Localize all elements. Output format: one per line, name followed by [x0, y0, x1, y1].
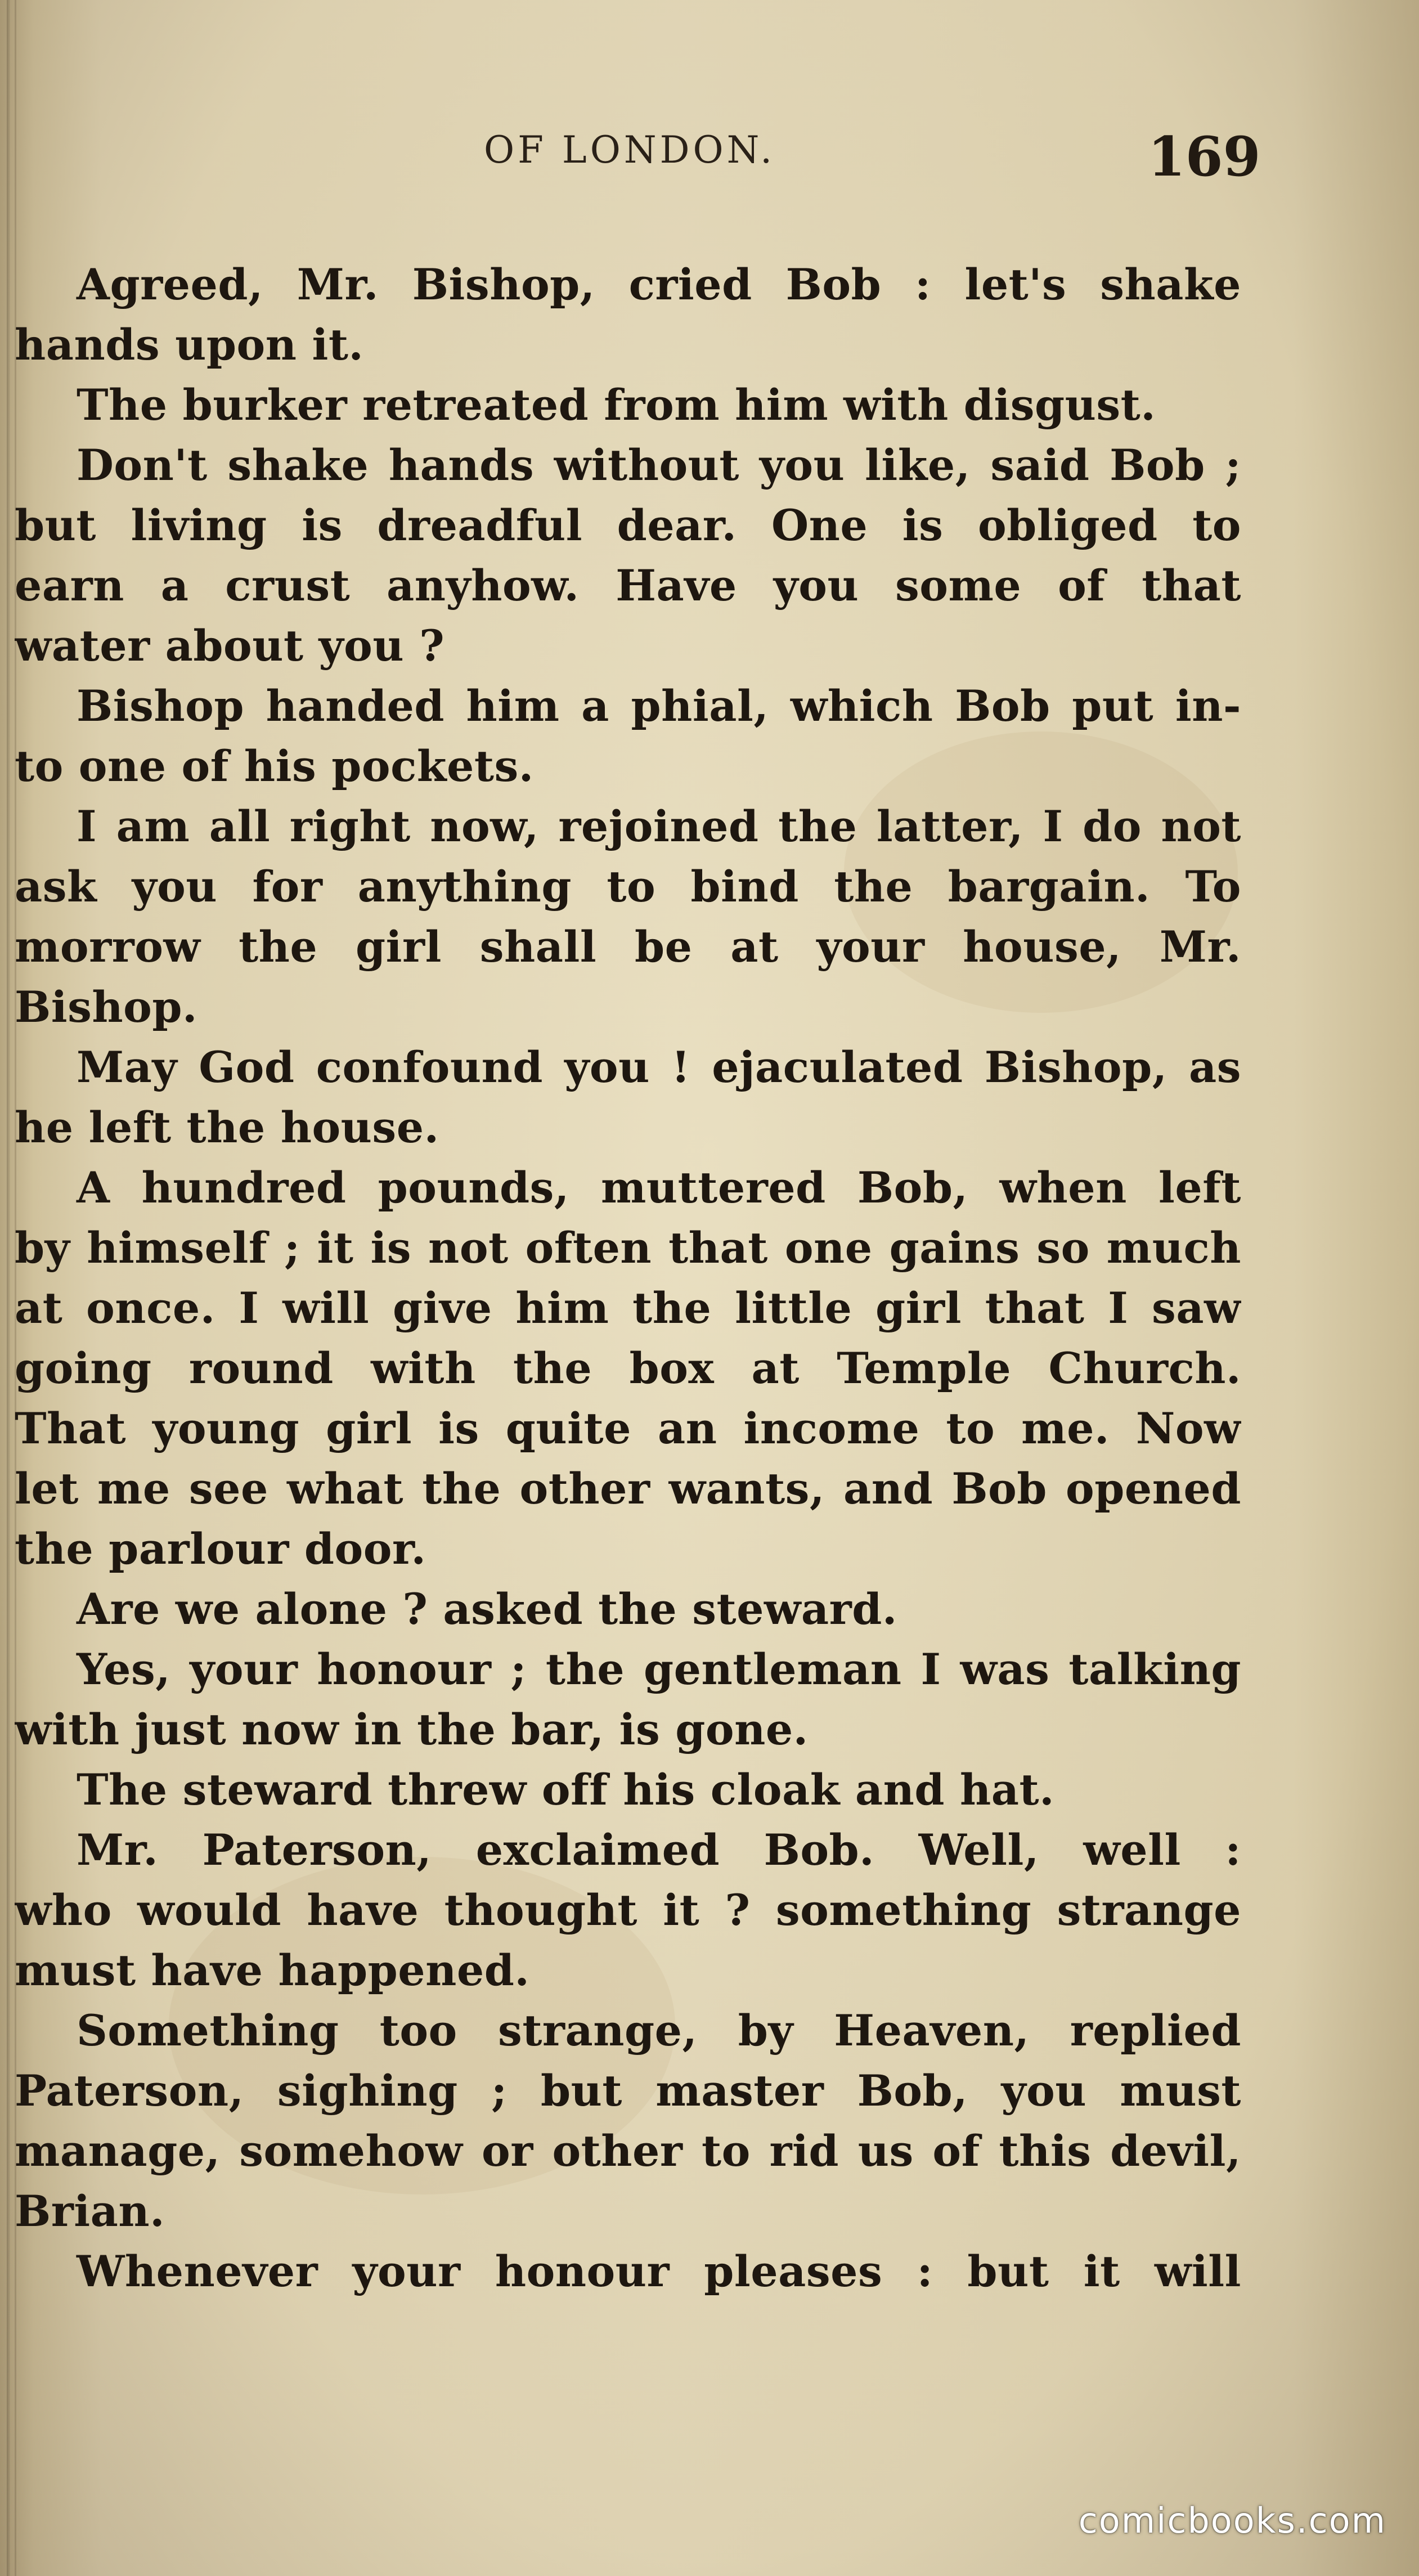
text-line: earn a crust anyhow. Have you some of that	[15, 560, 1241, 611]
text-line: must have happened.	[15, 1945, 530, 1995]
text-line: The burker retreated from him with disgust.	[77, 380, 1156, 430]
running-head: OF LONDON.	[484, 128, 776, 172]
text-line: Mr. Paterson, exclaimed Bob. Well, well :	[77, 1825, 1241, 1875]
text-line: going round with the box at Temple Church.	[15, 1343, 1241, 1393]
text-line: Bishop.	[15, 982, 197, 1032]
text-line: at once. I will give him the little girl that I saw	[15, 1283, 1241, 1333]
text-line: Agreed, Mr. Bishop, cried Bob : let's shake	[77, 259, 1241, 309]
text-line: ask you for anything to bind the bargain. To	[15, 861, 1241, 912]
text-line: to one of his pockets.	[15, 741, 534, 791]
text-line: water about you ?	[15, 621, 445, 671]
text-line: Yes, your honour ; the gentleman I was talking	[77, 1644, 1241, 1694]
body-text	[15, 254, 1241, 2301]
text-line: by himself ; it is not often that one gains so much	[15, 1223, 1241, 1273]
text-line: manage, somehow or other to rid us of this devil,	[15, 2126, 1241, 2176]
text-line: morrow the girl shall be at your house, Mr.	[15, 922, 1241, 972]
text-line: Don't shake hands without you like, said Bob ;	[77, 440, 1241, 490]
text-line: who would have thought it ? something strange	[15, 1885, 1241, 1935]
text-line: Whenever your honour pleases : but it will	[77, 2246, 1241, 2296]
binding-edge	[7, 0, 10, 2576]
text-line: the parlour door.	[15, 1524, 426, 1574]
text-line: Brian.	[15, 2186, 165, 2236]
text-line: but living is dreadful dear. One is obliged to	[15, 500, 1241, 550]
text-line: Something too strange, by Heaven, replied	[77, 2005, 1241, 2056]
text-line: I am all right now, rejoined the latter, I do not	[77, 801, 1241, 851]
text-line: That young girl is quite an income to me. Now	[15, 1403, 1241, 1453]
text-line: he left the house.	[15, 1102, 439, 1152]
site-watermark: comicbooks.com	[1078, 2500, 1386, 2541]
text-line: with just now in the bar, is gone.	[15, 1704, 809, 1754]
text-line: hands upon it.	[15, 320, 364, 370]
text-line: A hundred pounds, muttered Bob, when left	[77, 1163, 1241, 1213]
text-line: Bishop handed him a phial, which Bob put in-	[77, 681, 1241, 731]
page-number: 169	[1148, 125, 1261, 189]
text-line: let me see what the other wants, and Bob opened	[15, 1464, 1241, 1514]
text-line: Paterson, sighing ; but master Bob, you must	[15, 2066, 1241, 2116]
text-line: May God confound you ! ejaculated Bishop, as	[77, 1042, 1241, 1092]
text-line: Are we alone ? asked the steward.	[77, 1584, 897, 1634]
text-line: The steward threw off his cloak and hat.	[77, 1765, 1055, 1815]
